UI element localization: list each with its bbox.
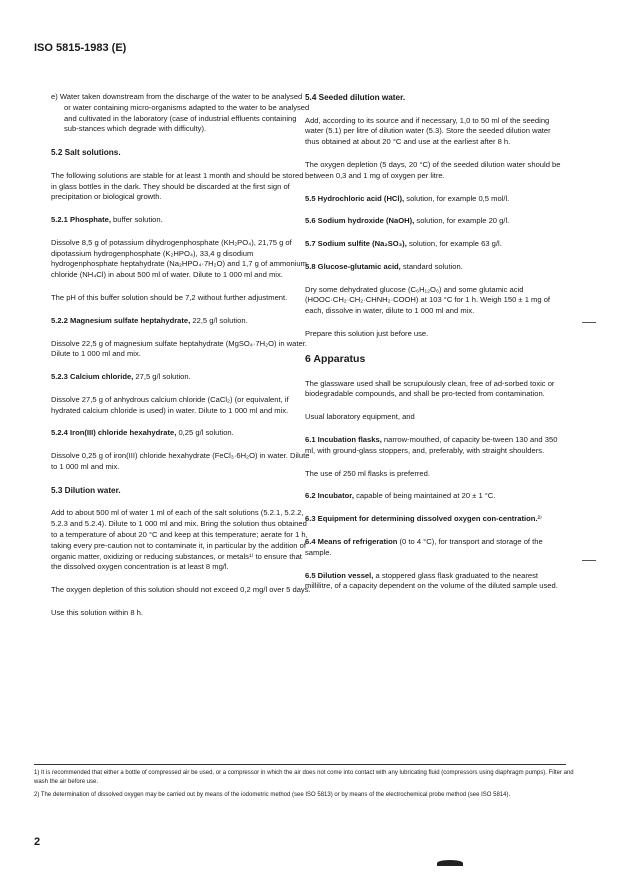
paragraph: The glassware used shall be scrupulously clean, free of ad-sorbed toxic or biodegradable compounds, and shall be pro-tected from contamination. (305, 378, 555, 399)
margin-mark (582, 560, 596, 561)
clause (305, 194, 567, 205)
paragraph: Add, according to its source and if necessary, 1,0 to 50 ml of the seeding water (5.1) per litre of dilution water (5.3). Store the seeded dilution water thus obtained at about 20 °C and use at the earliest after 8 h. (305, 115, 551, 147)
clause-title: 6.3 Equipment for determining dissolved oxygen con-centration. (305, 514, 538, 524)
paragraph: Dissolve 8,5 g of potassium dihydrogenphosphate (KH₂PO₄), 21,75 g of dipotassium hydrogenphosphate (K₂HPO₄), 33,4 g disodium hydrogenphosphate heptahydrate (Na₂HPO₄·7H₂O) and 1,7 g of ammonium chloride (NH₄Cl) in about 500 ml of water. Dilute to 1 000 ml and mix. (51, 237, 307, 280)
paragraph: The oxygen depletion (5 days, 20 °C) of the seeded dilution water should be between 0,3 and 1 mg of oxygen per litre. (305, 159, 561, 180)
clause (305, 239, 567, 250)
clause-title: 5.5 Hydrochloric acid (HCl), (305, 193, 405, 203)
clause (305, 537, 567, 559)
clause-title: 5.2.2 Magnesium sulfate heptahydrate, (51, 315, 191, 325)
clause (305, 491, 567, 502)
clause-title: 6.4 Means of refrigeration (305, 536, 398, 546)
clause (51, 316, 311, 327)
clause-text: solution, for example 0,5 mol/l. (404, 193, 510, 203)
clause-text: (0 to 4 °C), for transport and storage of the sample. (305, 536, 543, 557)
footnote-rule (34, 764, 566, 765)
clause (305, 216, 567, 227)
paragraph: Dissolve 22,5 g of magnesium sulfate heptahydrate (MgSO₄·7H₂O) in water. Dilute to 1 000 ml and mix. (51, 338, 307, 359)
paragraph: The oxygen depletion of this solution should not exceed 0,2 mg/l over 5 days. (51, 585, 311, 595)
list-item: e) Water taken downstream from the discharge of the water to be analysed or water containing micro-organisms adapted to the water to be analysed and cultivated in the laboratory (case of industrial effluents containing sub-stances which degrade with difficulty). (51, 92, 310, 134)
clause-text: buffer solution. (110, 215, 163, 225)
clause-title: 5.2.1 Phosphate, (51, 215, 111, 225)
paragraph: Add to about 500 ml of water 1 ml of each of the salt solutions (5.2.1, 5.2.2, 5.2.3 and 5.2.4). Dilute to 1 000 ml and mix. Bring the solution thus obtained to a temperature of about 20 °C and keep at this temperature; aerate for 1 h, taking every pre-caution not to contaminate it, in particular by the addition of organic matter, oxidizing or reducing substances, or metals¹⁾ to ensure that the dissolved oxygen concentration is at least 8 mg/l. (51, 508, 308, 572)
clause-title: 6.2 Incubator, (305, 491, 354, 501)
clause-text: a stoppered glass flask graduated to the nearest millilitre, of a capacity dependent on the volume of the diluted sample used. (305, 570, 558, 591)
clause-text: 22,5 g/l solution. (190, 315, 248, 325)
clause (305, 514, 567, 525)
paragraph: Dry some dehydrated glucose (C₆H₁₂O₆) and some glutamic acid (HOOC·CH₂·CH₂·CHNH₂·COOH) at 103 °C for 1 h. Weigh 150 ± 1 mg of each, dissolve in water, dilute to 1 000 ml and mix. (305, 284, 551, 316)
page-number: 2 (34, 836, 41, 848)
paragraph: Dissolve 27,5 g of anhydrous calcium chloride (CaCl₂) (or equivalent, if hydrated calcium chloride is used) in water. Dilute to 1 000 ml and mix. (51, 394, 289, 415)
clause-title: 6.1 Incubation flasks, (305, 435, 382, 445)
clause-title: 5.6 Sodium hydroxide (NaOH), (305, 216, 415, 226)
clause (305, 435, 567, 457)
clause (51, 372, 311, 383)
clause-title: 6.5 Dilution vessel, (305, 570, 374, 580)
clause-title: 5.8 Glucose-glutamic acid, (305, 261, 401, 271)
chapter-heading: 6 Apparatus (305, 352, 366, 365)
clause-title: 5.2.4 Iron(III) chloride hexahydrate, (51, 428, 177, 438)
section-heading: 5.4 Seeded dilution water. (305, 93, 406, 102)
section-heading: 5.2 Salt solutions. (51, 148, 121, 158)
scan-artifact (437, 860, 463, 866)
footnote-2: 2) The determination of dissolved oxygen may be carried out by means of the iodometric method (see ISO 5813) or by means of the electrochemical probe method (see ISO 5814). (34, 792, 511, 798)
clause-text: solution, for example 63 g/l. (406, 239, 502, 249)
clause (51, 428, 311, 439)
clause (305, 571, 567, 593)
paragraph: Usual laboratory equipment, and (305, 412, 415, 422)
paragraph: The use of 250 ml flasks is preferred. (305, 468, 430, 478)
document-header: ISO 5815-1983 (E) (34, 42, 127, 54)
clause-text: narrow-mouthed, of capacity be-tween 130 and 350 ml, with ground-glass stoppers, and, preferably, with straight shoulders. (305, 435, 558, 455)
paragraph: The pH of this buffer solution should be 7,2 without further adjustment. (51, 293, 288, 303)
clause-text: 27,5 g/l solution. (133, 372, 191, 382)
paragraph: Dissolve 0,25 g of iron(III) chloride hexahydrate (FeCl₃·6H₂O) in water. Dilute to 1 000 ml and mix. (51, 451, 310, 472)
paragraph: Use this solution within 8 h. (51, 607, 144, 617)
section-heading: 5.3 Dilution water. (51, 485, 121, 495)
paragraph: Prepare this solution just before use. (305, 329, 429, 339)
clause-title: 5.7 Sodium sulfite (Na₂SO₃), (305, 239, 407, 249)
margin-mark (582, 322, 596, 323)
paragraph: The following solutions are stable for at least 1 month and should be stored in glass bottles in the dark. They should be discarded at the first sign of precipitation or biological growth. (51, 170, 304, 202)
clause-text: 0,25 g/l solution. (176, 428, 234, 438)
clause-title: 5.2.3 Calcium chloride, (51, 372, 134, 382)
clause-text: standard solution. (400, 261, 463, 271)
clause-text: capable of being maintained at 20 ± 1 °C. (353, 491, 496, 501)
clause (305, 262, 567, 273)
footnote-1: 1) It is recommended that either a bottle of compressed air be used, or a compressor in which the air does not come into contact with any lubricating fluid (compressors using diaphragm pumps). Filter and wash the air before use. (34, 770, 574, 785)
left-column (51, 92, 311, 631)
clause-text: solution, for example 20 g/l. (414, 216, 510, 226)
clause (51, 215, 311, 226)
clause-text: ²⁾ (537, 514, 542, 524)
right-column (305, 92, 567, 604)
